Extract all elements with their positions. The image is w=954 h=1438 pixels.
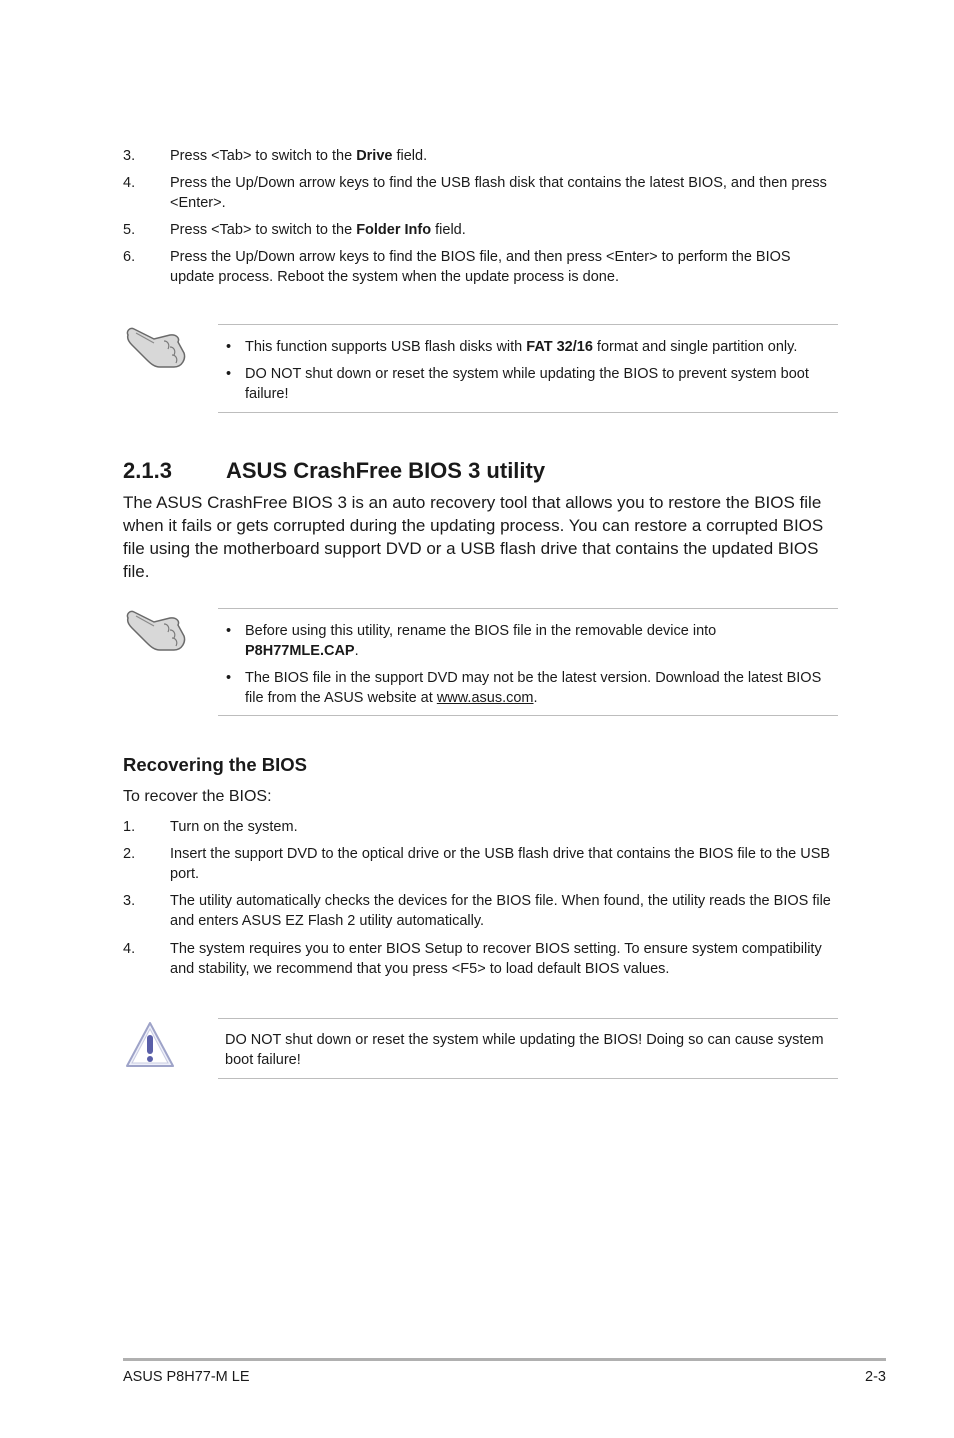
step-number: 4. — [123, 175, 136, 191]
note-hand-icon — [124, 608, 188, 656]
bullet: • — [226, 366, 232, 382]
note-box — [218, 608, 838, 716]
step-text: Turn on the system. — [170, 819, 298, 835]
section-title: ASUS CrashFree BIOS 3 utility — [226, 458, 546, 483]
note-item: This function supports USB flash disks with FAT 32/16 format and single partition only. — [245, 339, 798, 355]
section-intro: The ASUS CrashFree BIOS 3 is an auto recovery tool that allows you to restore the BIOS file when it fails or gets corrupted during the updating process. You can restore a corrupted BIOS file using the motherboard support DVD or a USB flash drive that contains the updated BIOS file. — [123, 493, 824, 581]
step-number: 6. — [123, 249, 136, 265]
note-item: The BIOS file in the support DVD may not be the latest version. Download the latest BIOS file from the ASUS website at www.asus.com. — [245, 670, 822, 706]
warning-triangle-icon — [124, 1020, 176, 1070]
step-text: Press <Tab> to switch to the Drive field. — [170, 148, 428, 164]
note-hand-icon — [124, 325, 188, 373]
footer-rule — [123, 1358, 886, 1361]
bullet: • — [226, 339, 232, 355]
step-text: Insert the support DVD to the optical drive or the USB flash drive that contains the BIOS file to the USB port. — [170, 846, 831, 882]
step-text: The system requires you to enter BIOS Setup to recover BIOS setting. To ensure system compatibility and stability, we recommend that you press <F5> to load default BIOS values. — [170, 941, 822, 977]
asus-website-link[interactable]: www.asus.com — [436, 690, 534, 706]
step-text: Press the Up/Down arrow keys to find the USB flash disk that contains the latest BIOS, and then press <Enter>. — [170, 175, 827, 211]
warning-text: DO NOT shut down or reset the system while updating the BIOS! Doing so can cause system boot failure! — [225, 1032, 824, 1068]
note-item: Before using this utility, rename the BIOS file in the removable device into P8H77MLE.CAP. — [245, 623, 717, 659]
step-number: 3. — [123, 148, 136, 164]
bullet: • — [226, 623, 232, 639]
note-box — [218, 324, 838, 413]
step-text: Press the Up/Down arrow keys to find the BIOS file, and then press <Enter> to perform the BIOS update process. Reboot the system when the update process is done. — [170, 249, 791, 285]
footer-model: ASUS P8H77-M LE — [123, 1369, 250, 1385]
note-item: DO NOT shut down or reset the system while updating the BIOS to prevent system boot failure! — [245, 366, 809, 402]
step-number: 1. — [123, 819, 136, 835]
warning-box — [218, 1018, 838, 1079]
step-number: 3. — [123, 893, 136, 909]
recover-lead: To recover the BIOS: — [123, 788, 272, 805]
step-text: The utility automatically checks the devices for the BIOS file. When found, the utility reads the BIOS file and enters ASUS EZ Flash 2 utility automatically. — [170, 893, 831, 929]
footer-page-number: 2-3 — [865, 1369, 886, 1385]
section-number: 2.1.3 — [123, 458, 172, 483]
bullet: • — [226, 670, 232, 686]
step-number: 2. — [123, 846, 136, 862]
step-number: 5. — [123, 222, 136, 238]
step-text: Press <Tab> to switch to the Folder Info field. — [170, 222, 466, 238]
step-number: 4. — [123, 941, 136, 957]
subsection-heading: Recovering the BIOS — [123, 754, 308, 775]
